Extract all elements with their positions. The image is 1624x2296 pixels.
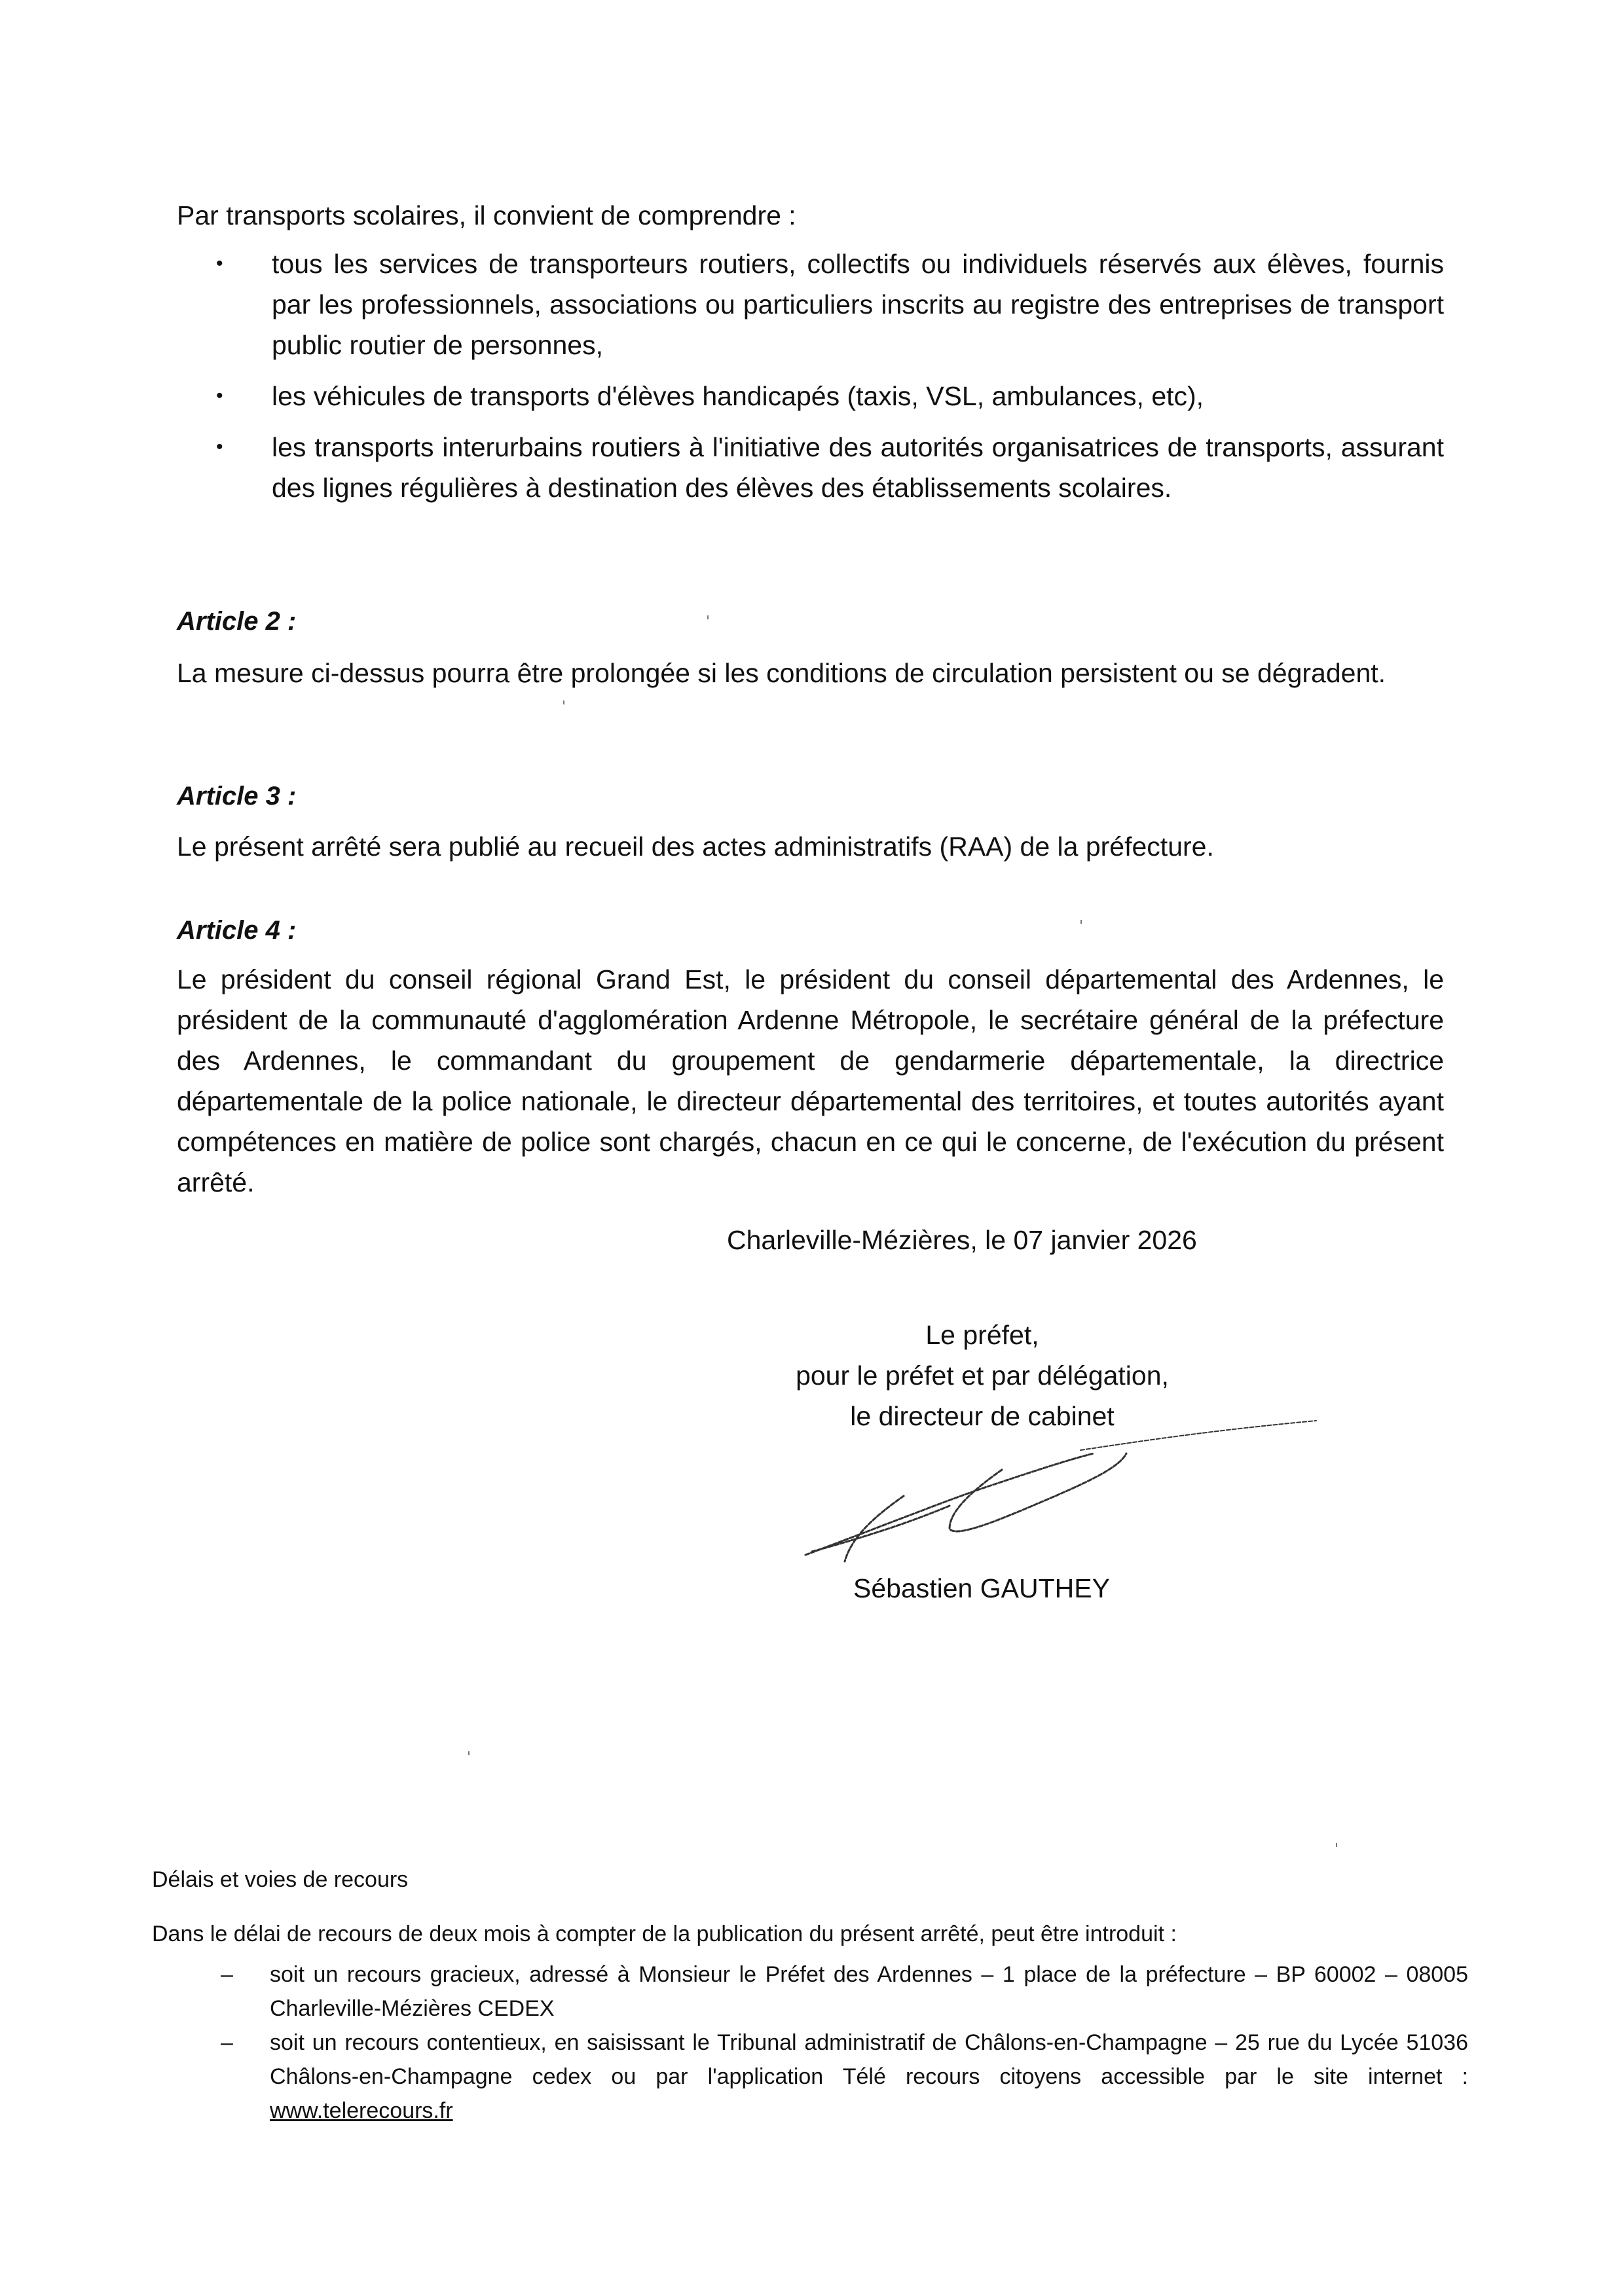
appeal-gracious-text: soit un recours gracieux, adressé à Monsieur le Préfet des Ardennes – 1 place de la préfecture – BP 60002 – 08005 Charleville-Mézières CEDEX [270,1962,1468,2021]
list-item-text: les véhicules de transports d'élèves handicapés (taxis, VSL, ambulances, etc), [272,381,1204,411]
scan-speck [1080,920,1082,924]
signature-role: le directeur de cabinet [850,1401,1115,1431]
footer-title: Délais et voies de recours [152,1867,409,1892]
footer-intro: Dans le délai de recours de deux mois à compter de la publication du présent arrêté, peut être introduit : [152,1922,1177,1946]
scan-speck [1336,1843,1337,1847]
list-item [216,427,1444,508]
signature-title: Le préfet, [925,1320,1039,1350]
appeal-options-list [152,1958,1468,2128]
intro-text: Par transports scolaires, il convient de comprendre : [177,200,796,230]
list-item [216,244,1444,365]
place-date: Charleville-Mézières, le 07 janvier 2026 [727,1225,1197,1255]
dash-icon: – [221,2030,233,2055]
bullet-icon: • [216,253,223,274]
dash-icon: – [221,1962,233,1987]
handwritten-signature-icon [753,1414,1329,1578]
article-3-heading: Article 3 : [177,782,297,811]
scan-speck [563,701,564,704]
list-item [152,2026,1468,2128]
list-item-text: les transports interurbains routiers à l'initiative des autorités organisatrices de transports, assurant des lignes régulières à destination des élèves des établissements scolaires. [272,432,1444,503]
bullet-icon: • [216,385,223,407]
scan-speck [707,615,709,619]
list-item [152,1958,1468,2026]
bullet-icon: • [216,436,223,458]
article-4-heading: Article 4 : [177,916,297,945]
article-3-text: Le présent arrêté sera publié au recueil des actes administratifs (RAA) de la préfecture. [177,831,1214,862]
list-item-text: tous les services de transporteurs routiers, collectifs ou individuels réservés aux élèves, fournis par les professionnels, associations ou particuliers inscrits au registre des entreprises de transport public routier de personnes, [272,249,1444,360]
signer-name: Sébastien GAUTHEY [853,1573,1110,1603]
signature-delegation: pour le préfet et par délégation, [796,1360,1169,1391]
article-4-text: Le président du conseil régional Grand Est, le président du conseil départemental des Ardennes, le président de la communauté d'agglomération Ardenne Métropole, le secrétaire général de la préfecture des Ardennes, le commandant du groupement de gendarmerie départementale, la directrice départementale de la police nationale, le directeur départemental des territoires, et toutes autorités ayant compétences en matière de police sont chargés, chacun en ce qui le concerne, de l'exécution du présent arrêté. [177,964,1444,1197]
list-item [216,376,1444,416]
article-2-text: La mesure ci-dessus pourra être prolongée si les conditions de circulation persistent ou se dégradent. [177,658,1386,688]
transport-types-list [216,244,1444,519]
telerecours-link[interactable]: www.telerecours.fr [270,2098,453,2123]
scan-speck [468,1751,470,1755]
article-2-heading: Article 2 : [177,607,297,636]
appeal-contentious-text: soit un recours contentieux, en saisissant le Tribunal administratif de Châlons-en-Champagne – 25 rue du Lycée 51036 Châlons-en-Champagne cedex ou par l'application Télé recours citoyens accessible par le site internet : [270,2030,1468,2089]
